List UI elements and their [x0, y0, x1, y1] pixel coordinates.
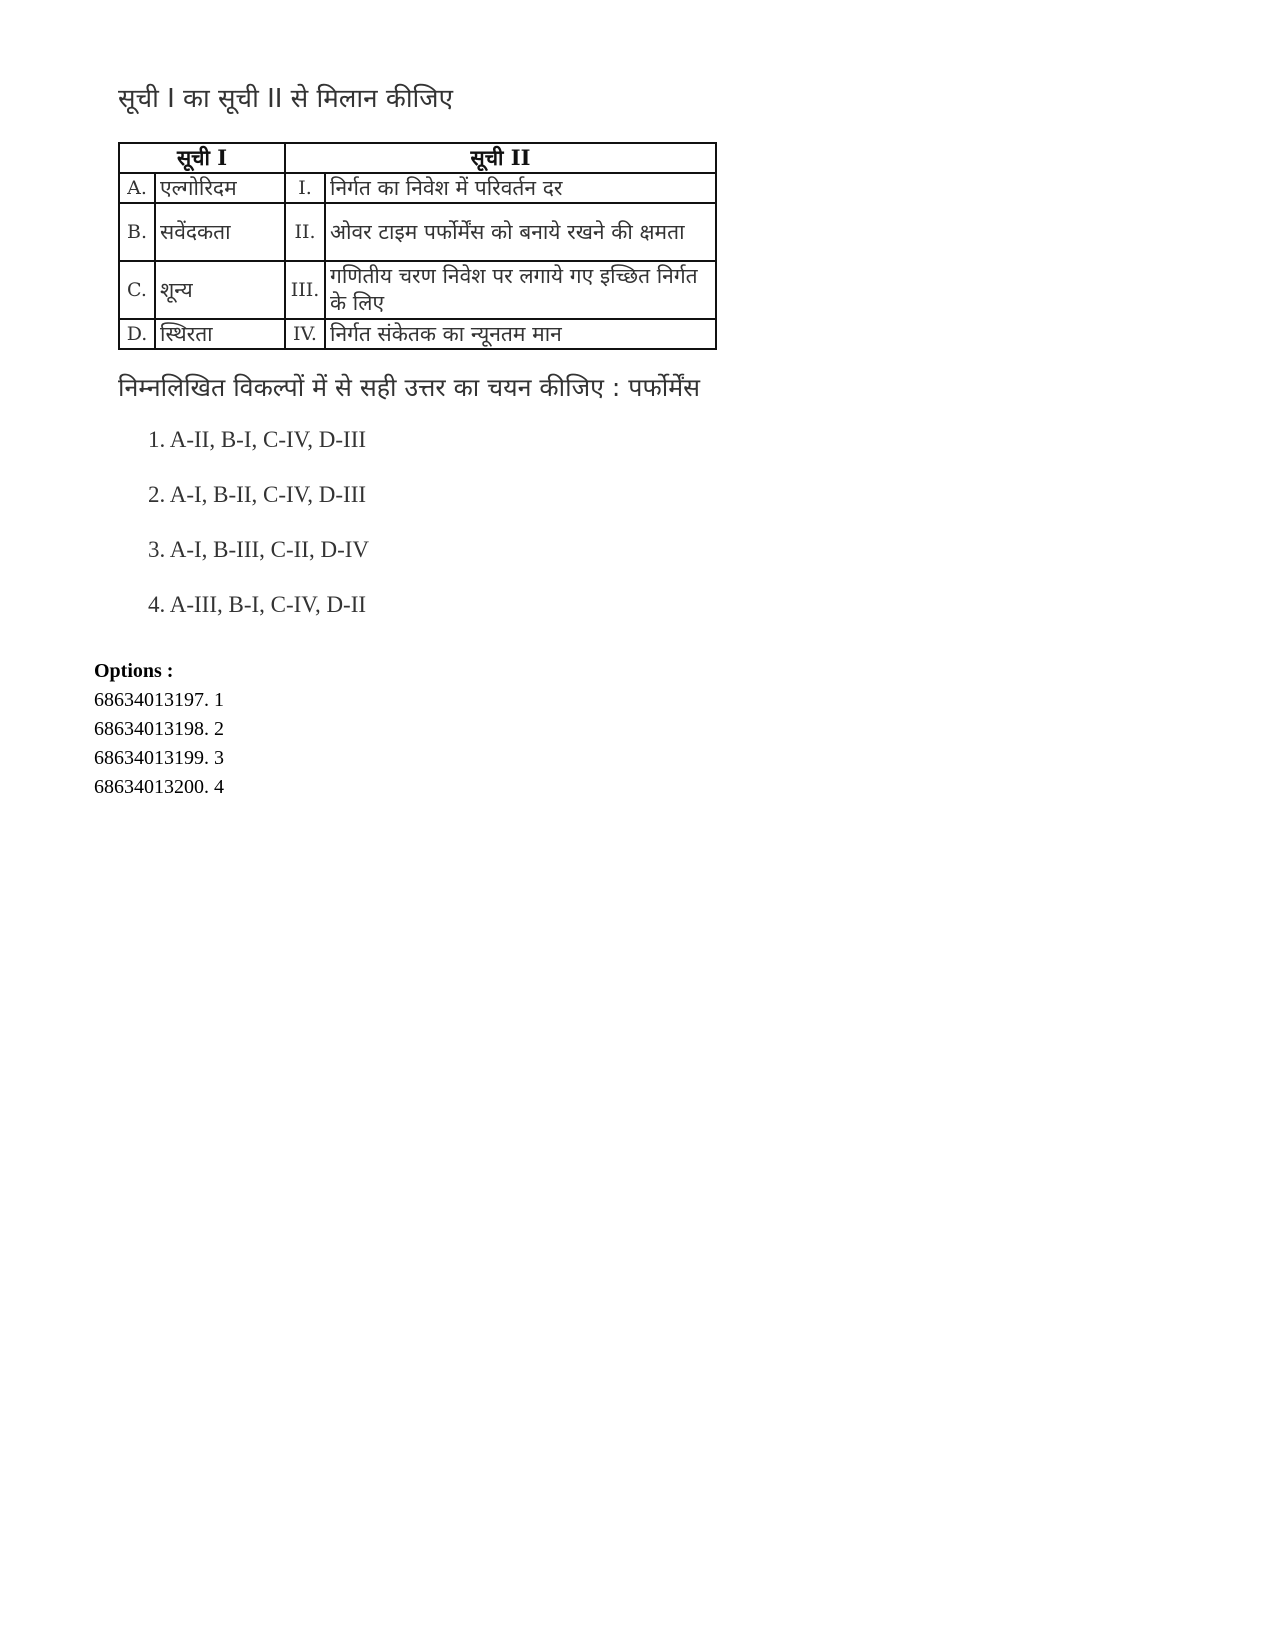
list-one-item: एल्गोरिदम — [155, 173, 285, 203]
answer-choices — [148, 426, 369, 646]
list-two-item: ओवर टाइम पर्फोर्मेंस को बनाये रखने की क्षमता — [325, 203, 716, 261]
list-one-label: B. — [119, 203, 155, 261]
choice-item: 3. A-I, B-III, C-II, D-IV — [148, 537, 369, 562]
list-two-label: III. — [285, 261, 325, 319]
table-row — [119, 261, 716, 319]
list-two-label: IV. — [285, 319, 325, 349]
options-heading: Options : — [94, 660, 174, 682]
choice-item: 2. A-I, B-II, C-IV, D-III — [148, 482, 367, 507]
list-one-label: A. — [119, 173, 155, 203]
question-block — [118, 78, 758, 617]
list-one-label: C. — [119, 261, 155, 319]
match-table — [118, 142, 717, 350]
list-two-item: गणितीय चरण निवेश पर लगाये गए इच्छित निर्गत के लिए — [325, 261, 716, 319]
choice-item: 1. A-II, B-I, C-IV, D-III — [148, 427, 367, 452]
table-row — [119, 173, 716, 203]
list-two-item: निर्गत का निवेश में परिवर्तन दर — [325, 173, 716, 203]
list-one-item: शून्य — [155, 261, 285, 319]
options-block — [94, 657, 224, 802]
table-row — [119, 203, 716, 261]
list-one-item: स्थिरता — [155, 319, 285, 349]
list-one-header: सूची I — [119, 143, 285, 173]
option-item: 68634013199. 3 — [94, 747, 224, 769]
option-item: 68634013198. 2 — [94, 718, 224, 740]
list-two-label: I. — [285, 173, 325, 203]
option-item: 68634013200. 4 — [94, 776, 224, 798]
table-row — [119, 319, 716, 349]
question-prompt: निम्नलिखित विकल्पों में से सही उत्तर का चयन कीजिए : पर्फोर्मेंस — [118, 373, 701, 402]
list-two-header: सूची II — [285, 143, 716, 173]
list-two-label: II. — [285, 203, 325, 261]
list-one-label: D. — [119, 319, 155, 349]
choice-item: 4. A-III, B-I, C-IV, D-II — [148, 592, 367, 617]
question-instruction: सूची I का सूची II से मिलान कीजिए — [118, 84, 453, 114]
list-one-item: सवेंदकता — [155, 203, 285, 261]
option-item: 68634013197. 1 — [94, 689, 224, 711]
list-two-item: निर्गत संकेतक का न्यूनतम मान — [325, 319, 716, 349]
table-header-row — [119, 143, 716, 173]
